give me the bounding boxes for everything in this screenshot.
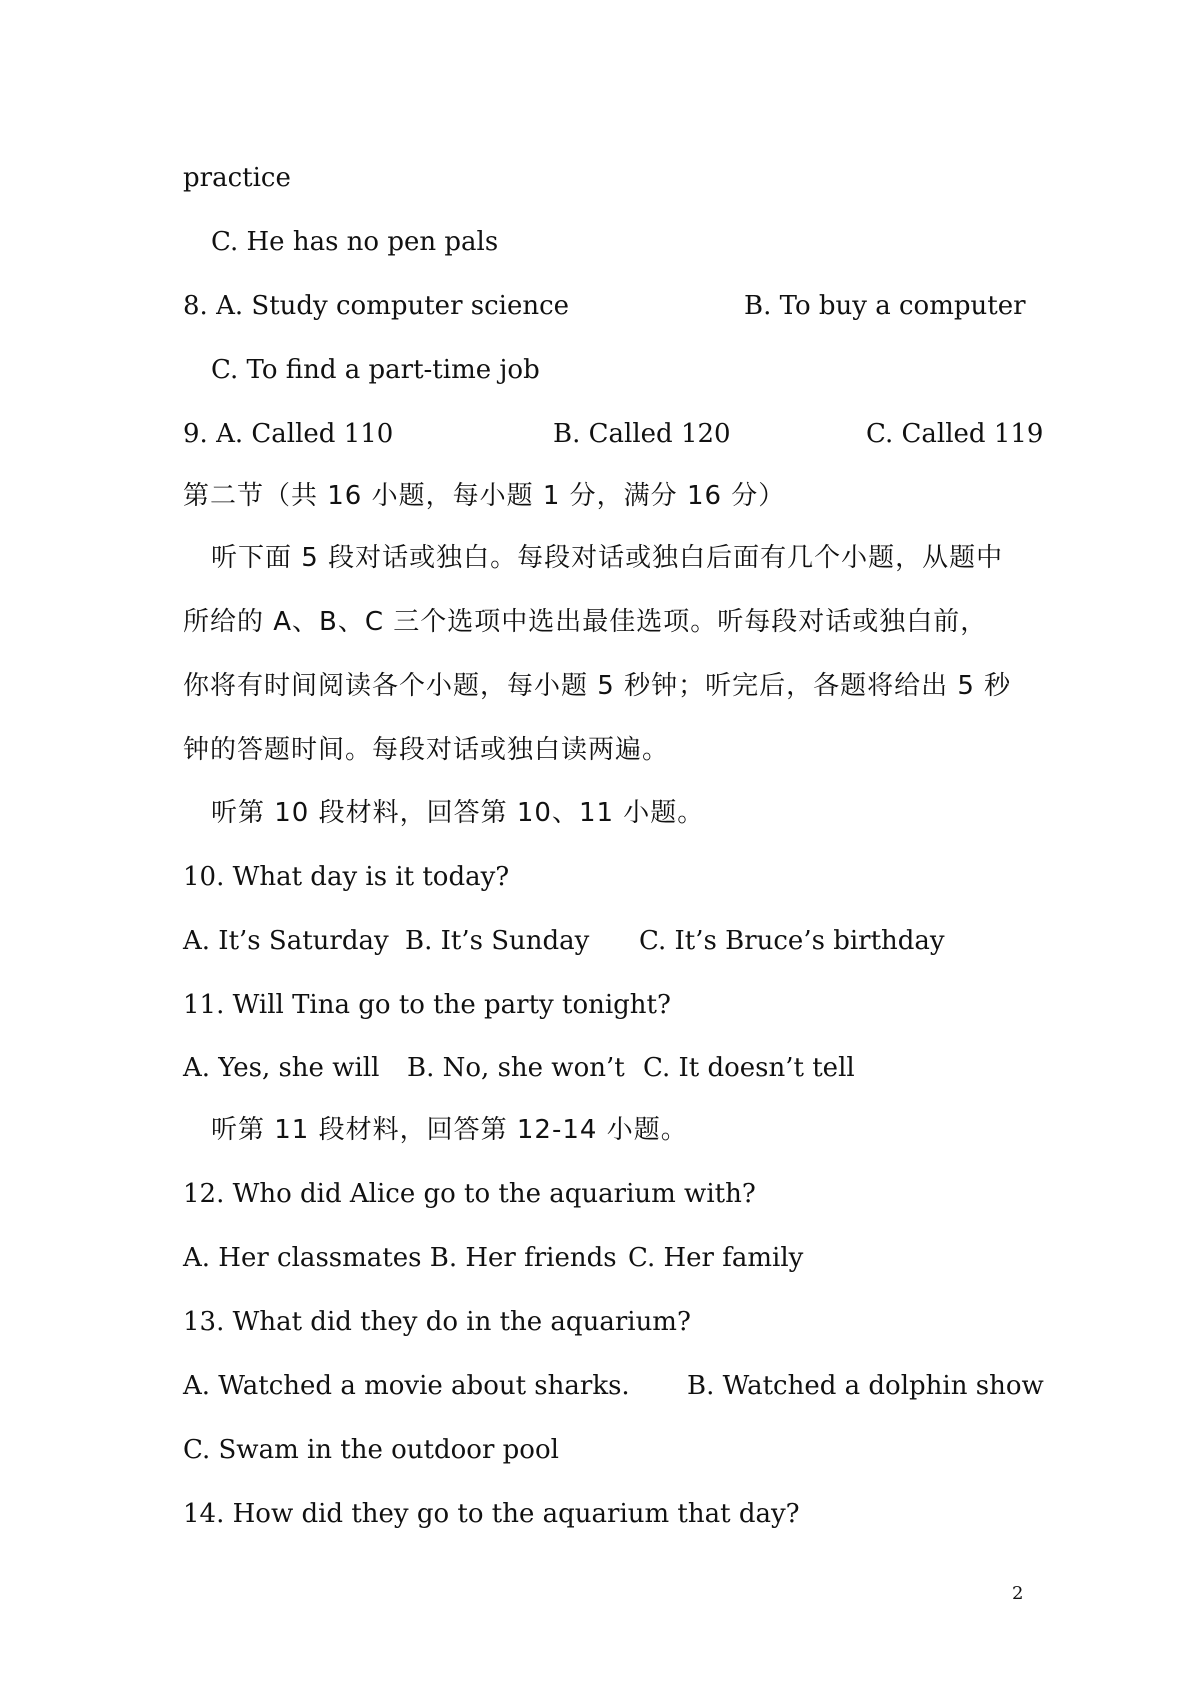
q12-option-c: C. Her family	[628, 1243, 804, 1273]
q11-option-a: A. Yes, she will	[183, 1053, 380, 1083]
instruction-line-1: 听下面 5 段对话或独白。每段对话或独白后面有几个小题，从题中	[211, 543, 1004, 573]
question-12: 12. Who did Alice go to the aquarium with?	[183, 1179, 756, 1209]
question-10: 10. What day is it today?	[183, 862, 510, 892]
q12-option-ab: A. Her classmates B. Her friends	[183, 1243, 617, 1273]
q10-option-c: C. It’s Bruce’s birthday	[639, 926, 945, 956]
q7-option-c: C. He has no pen pals	[211, 227, 499, 257]
q8-option-a: 8. A. Study computer science	[183, 291, 570, 321]
instruction-line-2: 所给的 A、B、C 三个选项中选出最佳选项。听每段对话或独白前，	[183, 607, 988, 637]
question-14: 14. How did they go to the aquarium that day?	[183, 1499, 800, 1529]
q9-option-b: B. Called 120	[553, 419, 731, 449]
q10-option-b: B. It’s Sunday	[405, 926, 590, 956]
q13-option-a: A. Watched a movie about sharks.	[183, 1371, 630, 1401]
q9-option-a: 9. A. Called 110	[183, 419, 394, 449]
section-two-heading: 第二节（共 16 小题，每小题 1 分，满分 16 分）	[183, 481, 786, 511]
text-line-practice: practice	[183, 163, 291, 193]
page-number: 2	[1012, 1583, 1024, 1604]
question-11: 11. Will Tina go to the party tonight?	[183, 990, 671, 1020]
q11-option-b: B. No, she won’t	[407, 1053, 625, 1083]
q13-option-b: B. Watched a dolphin show	[687, 1371, 1044, 1401]
q8-option-b: B. To buy a computer	[744, 291, 1026, 321]
q8-option-c: C. To find a part-time job	[211, 355, 540, 385]
q10-option-a: A. It’s Saturday	[183, 926, 389, 956]
material-10-heading: 听第 10 段材料，回答第 10、11 小题。	[211, 798, 705, 828]
q9-option-c: C. Called 119	[866, 419, 1044, 449]
q13-option-c: C. Swam in the outdoor pool	[183, 1435, 559, 1465]
instruction-line-4: 钟的答题时间。每段对话或独白读两遍。	[183, 735, 670, 765]
material-11-heading: 听第 11 段材料，回答第 12-14 小题。	[211, 1115, 688, 1145]
question-13: 13. What did they do in the aquarium?	[183, 1307, 691, 1337]
q11-option-c: C. It doesn’t tell	[643, 1053, 855, 1083]
instruction-line-3: 你将有时间阅读各个小题，每小题 5 秒钟；听完后，各题将给出 5 秒	[183, 671, 1012, 701]
